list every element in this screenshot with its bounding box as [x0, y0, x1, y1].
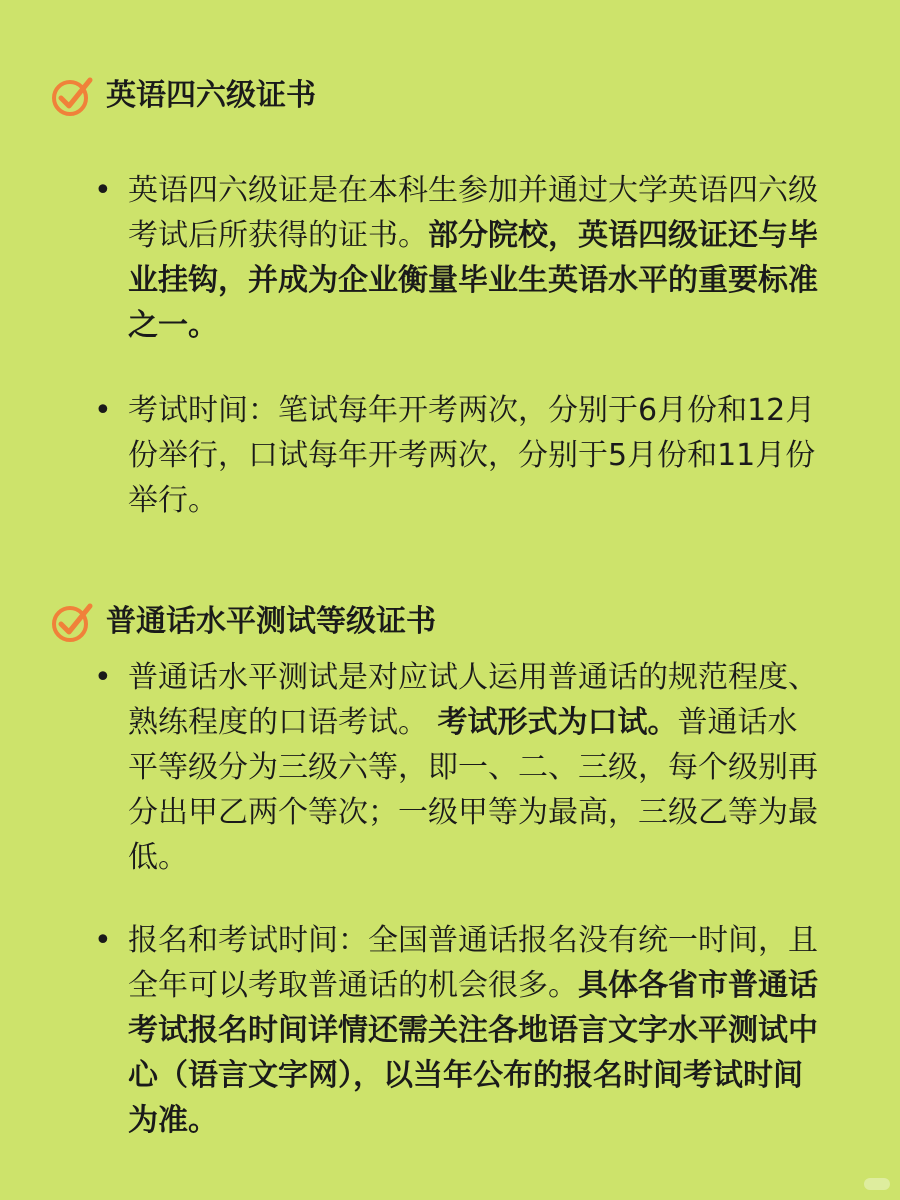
- section-title-putonghua: [50, 600, 436, 644]
- watermark-badge: [864, 1178, 890, 1190]
- section-title-text: 普通话水平测试等级证书: [106, 604, 436, 639]
- bullet: •: [94, 660, 112, 695]
- item-text: 考试时间：笔试每年开考两次，分别于6月份和12月份举行，口试每年开考两次，分别于5月份和11月份举行。: [128, 393, 816, 518]
- check-circle-icon: [50, 600, 94, 644]
- list-item: [94, 655, 820, 880]
- item-text: 普通话水平测试是对应试人运用普通话的规范程度、熟练程度的口语考试。 考试形式为口试。普通话水平等级分为三级六等，即一、二、三级，每个级别再分出甲乙两个等次；一级甲等为最高，三级乙等为最低。: [128, 660, 818, 875]
- check-circle-icon: [50, 74, 94, 118]
- list-item: [94, 388, 820, 523]
- section-title-text: 英语四六级证书: [106, 78, 316, 113]
- bullet: •: [94, 393, 112, 428]
- section-title-cet: [50, 74, 316, 118]
- bullet: •: [94, 923, 112, 958]
- list-item: [94, 168, 820, 348]
- bullet: •: [94, 173, 112, 208]
- item-text: 报名和考试时间：全国普通话报名没有统一时间，且全年可以考取普通话的机会很多。具体各省市普通话考试报名时间详情还需关注各地语言文字水平测试中心（语言文字网），以当年公布的报名时间考试时间为准。: [128, 923, 818, 1138]
- item-text: 英语四六级证是在本科生参加并通过大学英语四六级考试后所获得的证书。部分院校，英语四级证还与毕业挂钩，并成为企业衡量毕业生英语水平的重要标准之一。: [128, 173, 818, 343]
- list-item: [94, 918, 820, 1143]
